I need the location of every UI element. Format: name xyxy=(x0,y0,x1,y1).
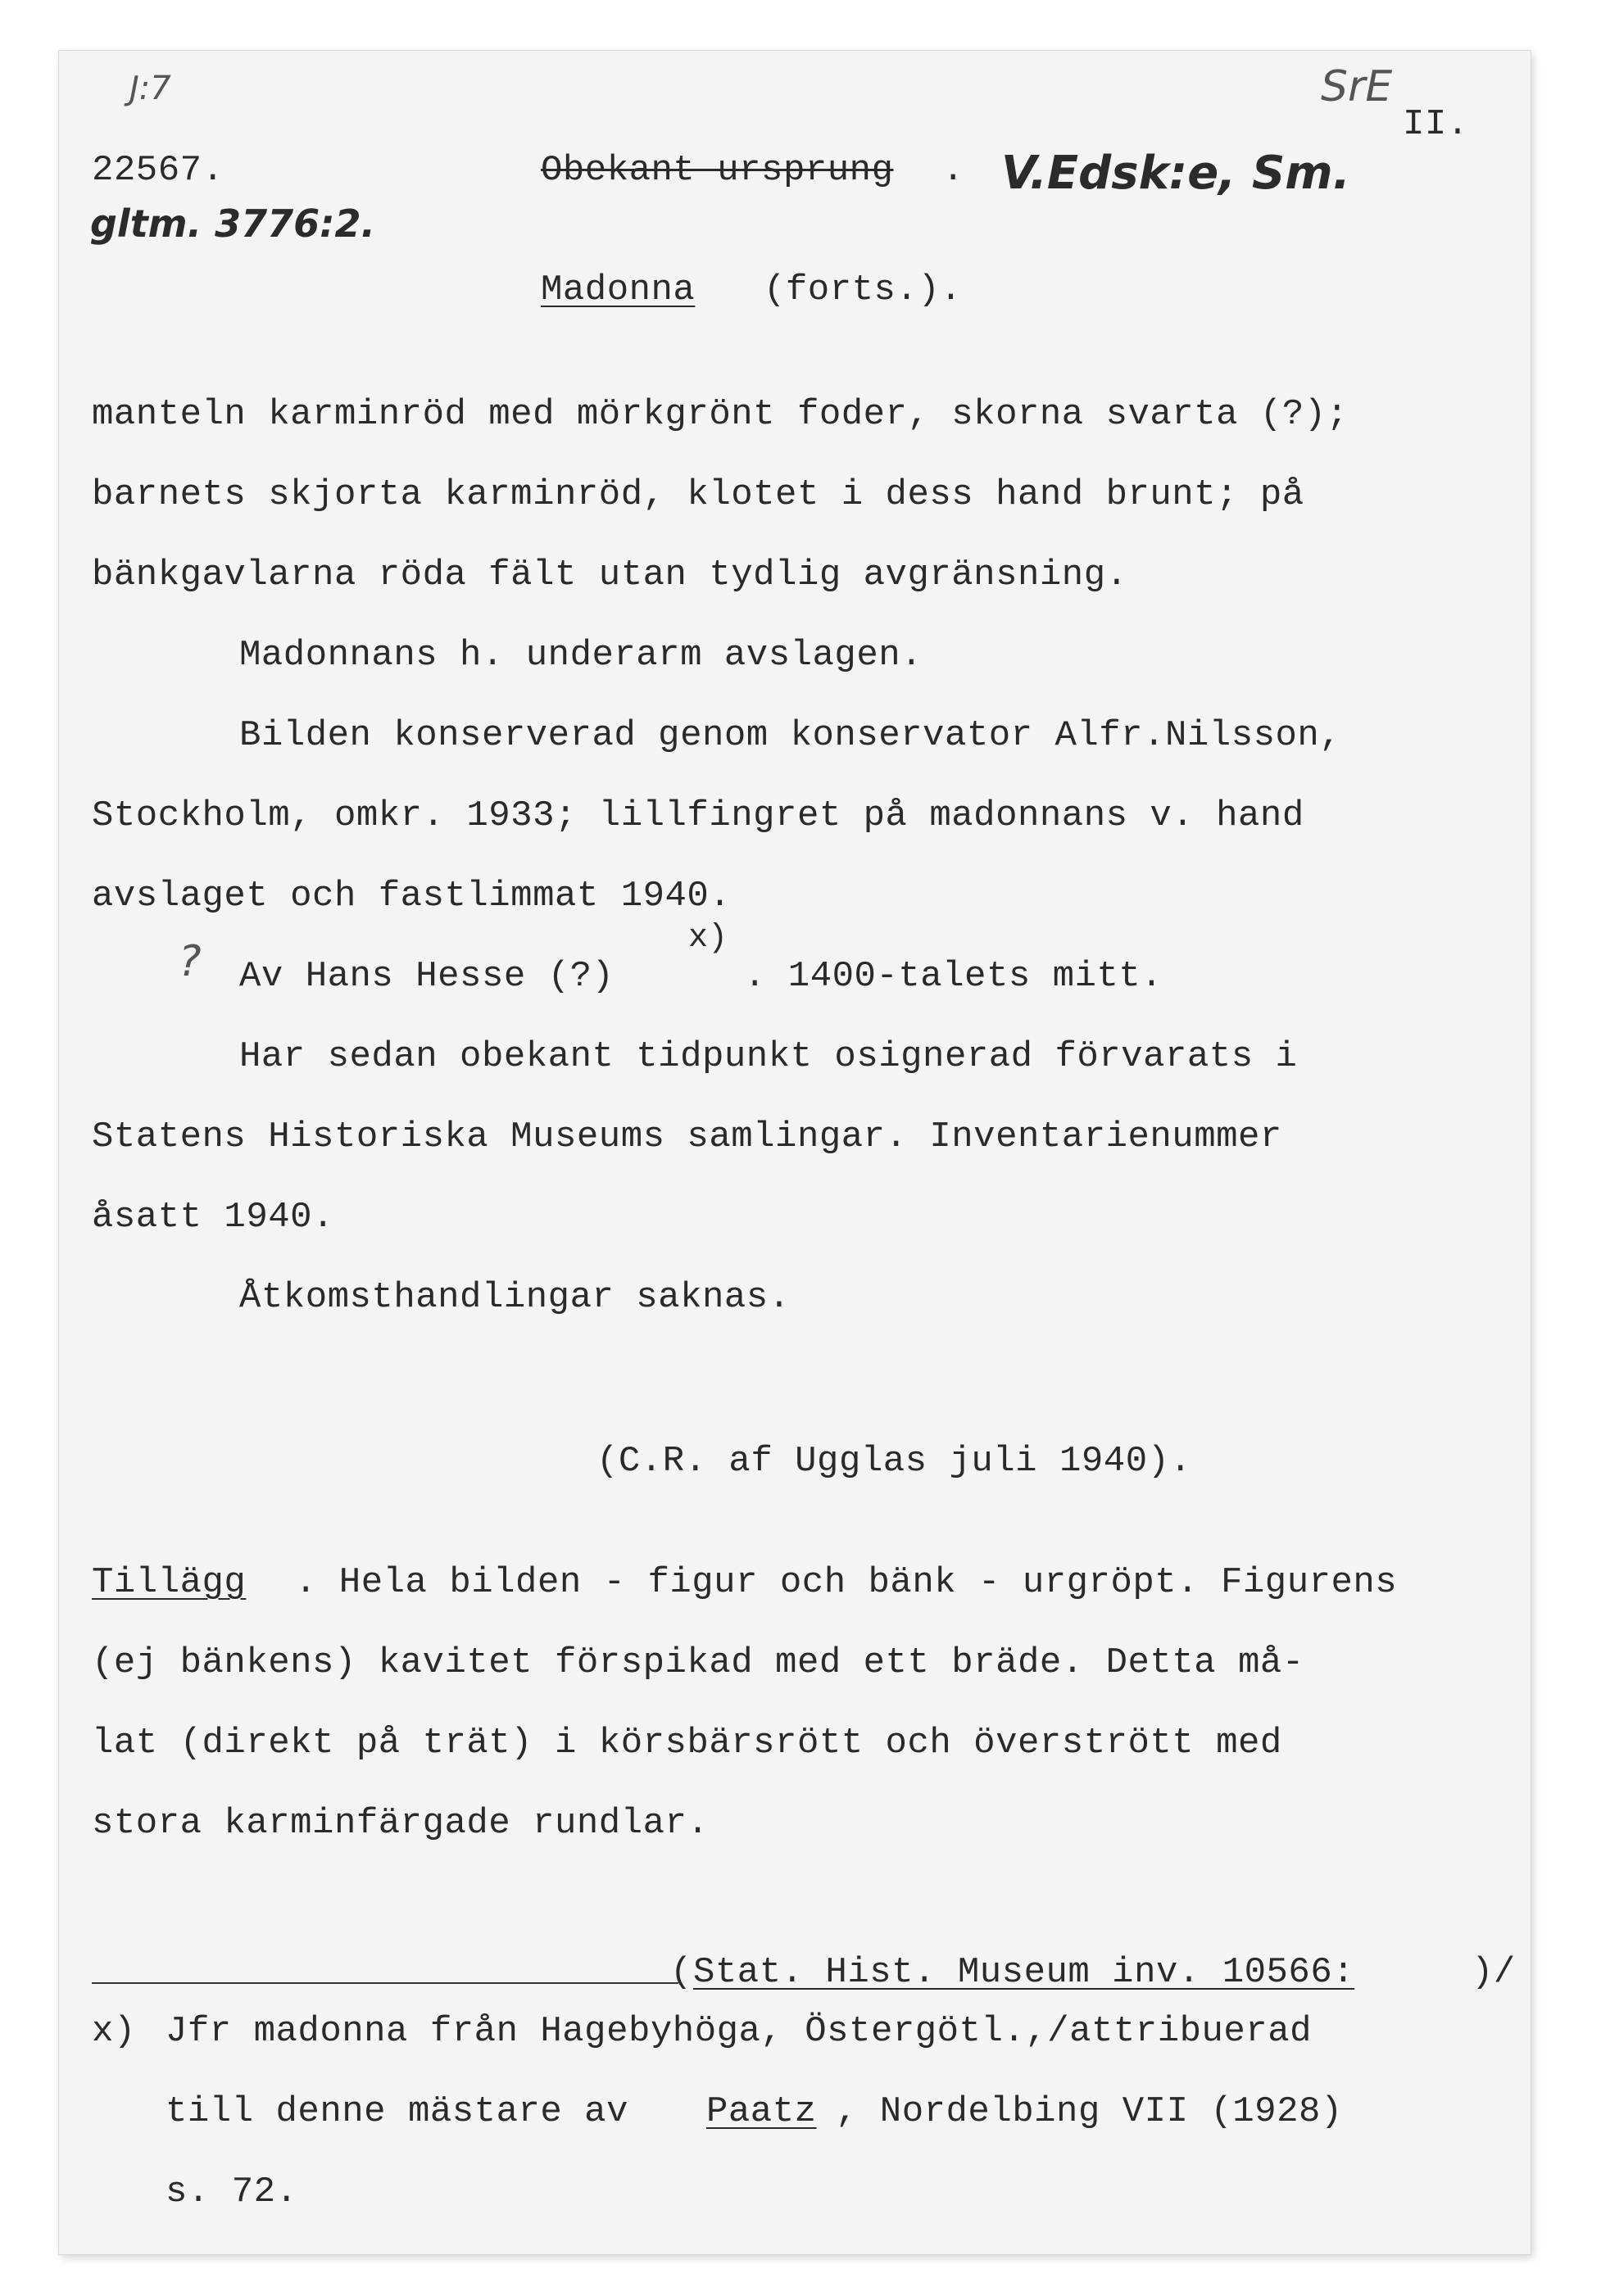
addendum-label: Tillägg xyxy=(92,1562,247,1603)
page-title: Madonna xyxy=(541,269,696,310)
struck-suffix: . xyxy=(942,150,964,191)
body-line: avslaget och fastlimmat 1940. xyxy=(92,876,732,917)
body-line: Har sedan obekant tidpunkt osignerad förvarats i xyxy=(239,1036,1298,1077)
page-roman-numeral: II. xyxy=(1403,104,1469,145)
struck-origin-text: Obekant ursprung xyxy=(541,150,894,191)
body-line: manteln karminröd med mörkgrönt foder, skorna svarta (?); xyxy=(92,394,1349,435)
addendum-line: stora karminfärgade rundlar. xyxy=(92,1803,710,1844)
footnote-divider xyxy=(92,1982,678,1984)
footnote-author: Paatz xyxy=(706,2091,817,2132)
inventory-open-paren: ( xyxy=(670,1952,692,1993)
addendum-line: (ej bänkens) kavitet förspikad med ett bräde. Detta må- xyxy=(92,1642,1304,1683)
footnote-line: s. 72. xyxy=(166,2171,298,2212)
body-line: barnets skjorta karminröd, klotet i dess hand brunt; på xyxy=(92,474,1304,515)
card-number: 22567. xyxy=(92,150,225,191)
inventory-reference: Stat. Hist. Museum inv. 10566: xyxy=(693,1952,1355,1993)
annotation-top-left: J:7 xyxy=(129,70,171,107)
signature-line: (C.R. af Ugglas juli 1940). xyxy=(596,1441,1192,1482)
body-line: Statens Historiska Museums samlingar. Inventarienummer xyxy=(92,1116,1282,1157)
body-line: . 1400-talets mitt. xyxy=(744,956,1163,997)
addendum-line: . Hela bilden - figur och bänk - urgröpt. Figurens xyxy=(295,1562,1398,1603)
page-title-suffix: (forts.). xyxy=(764,269,963,310)
body-line: Stockholm, omkr. 1933; lillfingret på madonnans v. hand xyxy=(92,795,1304,836)
footnote-line-part: till denne mästare av xyxy=(166,2091,651,2132)
annotation-margin-question: ? xyxy=(179,937,202,986)
footnote-marker: x) xyxy=(92,2011,136,2052)
body-line: Av Hans Hesse (?) xyxy=(239,956,615,997)
annotation-top-right: SrE xyxy=(1321,62,1393,111)
addendum-line: lat (direkt på trät) i körsbärsrött och överstrött med xyxy=(92,1723,1282,1764)
annotation-ref-number: gltm. 3776:2. xyxy=(90,202,376,246)
body-line: Åtkomsthandlingar saknas. xyxy=(239,1277,791,1318)
annotation-location: V.Edsk:e, Sm. xyxy=(1001,147,1350,200)
body-line: Madonnans h. underarm avslagen. xyxy=(239,635,923,676)
footnote-line: Jfr madonna från Hagebyhöga, Östergötl.,/attribuerad xyxy=(166,2011,1313,2052)
inventory-close-paren: )/ xyxy=(1472,1952,1516,1993)
body-line: bänkgavlarna röda fält utan tydlig avgränsning. xyxy=(92,555,1128,596)
footnote-line-part: , Nordelbing VII (1928) xyxy=(836,2091,1343,2132)
body-line: åsatt 1940. xyxy=(92,1197,334,1238)
body-line: Bilden konserverad genom konservator Alfr.Nilsson, xyxy=(239,715,1342,756)
footnote-marker-superscript: x) xyxy=(688,920,728,957)
